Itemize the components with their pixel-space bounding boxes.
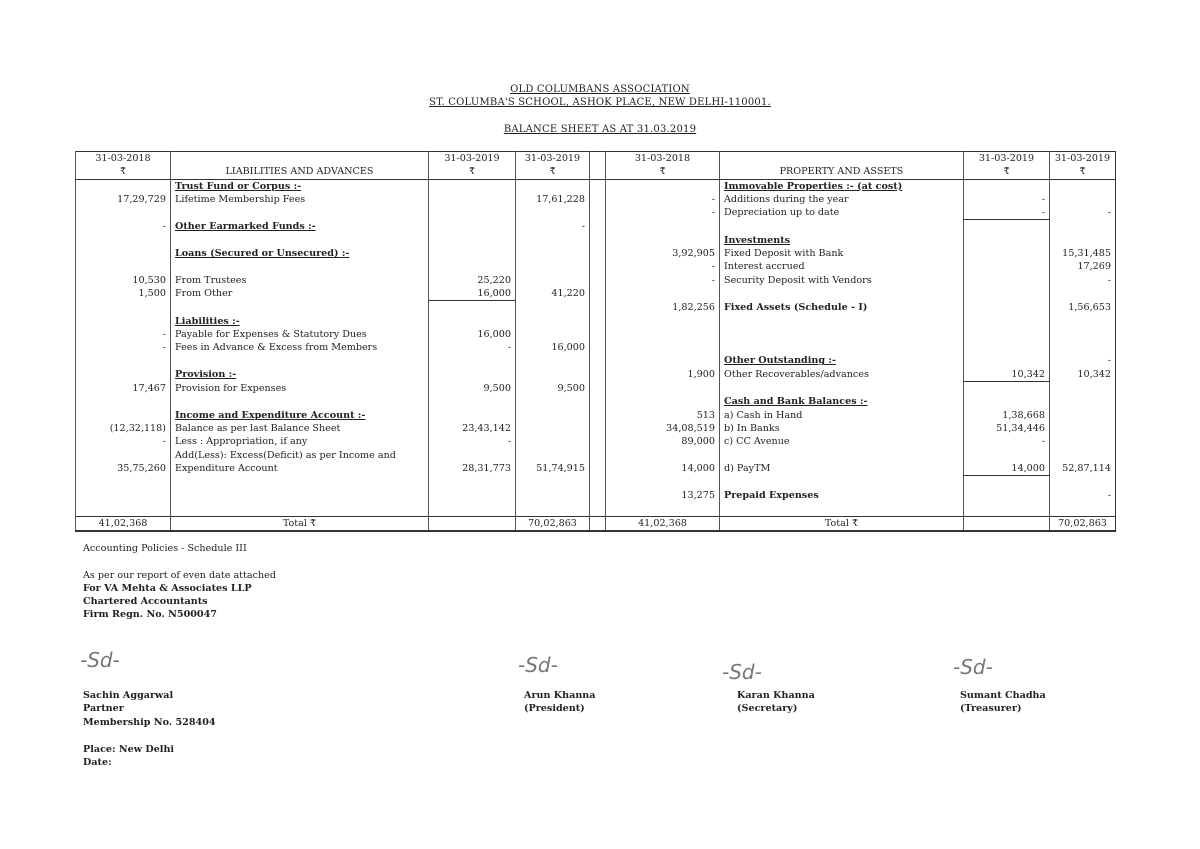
table-row — [76, 179, 1116, 193]
cell-rt: Other Recoverables/advances — [720, 368, 964, 382]
signatory-partner — [83, 689, 216, 729]
cell-lt: Loans (Secured or Unsecured) :- — [171, 247, 429, 260]
spacer-cell — [590, 193, 606, 206]
cell-lt: From Other — [171, 287, 429, 301]
cell-rc: 14,000 — [964, 462, 1050, 476]
cell-lt — [171, 354, 429, 367]
cell-lt — [171, 234, 429, 247]
table-row — [76, 422, 1116, 435]
cell-lt: Trust Fund or Corpus :- — [171, 179, 429, 193]
cell-rt: Fixed Assets (Schedule - I) — [720, 301, 964, 315]
cell-lc: 9,500 — [429, 382, 516, 396]
cell-lc — [429, 489, 516, 502]
table-row — [76, 368, 1116, 382]
cell-ld — [516, 247, 590, 260]
cell-ld — [516, 206, 590, 220]
cell-rp — [606, 395, 720, 408]
cell-ld — [516, 422, 590, 435]
spacer-cell — [590, 315, 606, 328]
cell-lp — [76, 247, 171, 260]
spacer-cell — [590, 476, 606, 490]
cell-rp: 14,000 — [606, 462, 720, 476]
cell-rd — [1050, 422, 1116, 435]
cell-rp: - — [606, 206, 720, 220]
table-row — [76, 193, 1116, 206]
cell-rd: - — [1050, 489, 1116, 502]
cell-ld — [516, 179, 590, 193]
table-row — [76, 206, 1116, 220]
cell-rc: - — [964, 435, 1050, 448]
cell-lp: - — [76, 341, 171, 354]
cell-rc — [964, 503, 1050, 517]
cell-lc — [429, 193, 516, 206]
cell-rd — [1050, 315, 1116, 328]
cell-rt: d) PayTM — [720, 462, 964, 476]
cell-lc — [429, 315, 516, 328]
spacer-cell — [590, 274, 606, 287]
cell-ld — [516, 368, 590, 382]
cell-lt: Income and Expenditure Account :- — [171, 409, 429, 422]
cell-rt — [720, 449, 964, 462]
signatory-name: Arun Khanna — [524, 690, 596, 701]
cell-rt: Additions during the year — [720, 193, 964, 206]
property-heading: PROPERTY AND ASSETS — [720, 165, 964, 179]
cell-lc: 23,43,142 — [429, 422, 516, 435]
cell-lp — [76, 206, 171, 220]
membership-no: Membership No. 528404 — [83, 716, 216, 728]
spacer-cell — [590, 489, 606, 502]
cell-lp — [76, 260, 171, 273]
table-row — [76, 409, 1116, 422]
cell-rt — [720, 503, 964, 517]
col-curr-liab-b: 31-03-2019 — [516, 152, 590, 166]
cell-rt — [720, 476, 964, 490]
table-row — [76, 287, 1116, 301]
cell-rt — [720, 341, 964, 354]
cell-lt: From Trustees — [171, 274, 429, 287]
col-prev-asset: 31-03-2018 — [606, 152, 720, 166]
cell-rp — [606, 179, 720, 193]
cell-lc: - — [429, 341, 516, 354]
cell-lp — [76, 503, 171, 517]
cell-rd — [1050, 179, 1116, 193]
cell-lp: 1,500 — [76, 287, 171, 301]
table-row — [76, 301, 1116, 315]
cell-rt — [720, 382, 964, 396]
firm-name: For VA Mehta & Associates LLP — [83, 583, 252, 594]
spacer-cell — [590, 260, 606, 273]
cell-lp — [76, 368, 171, 382]
cell-rc: 51,34,446 — [964, 422, 1050, 435]
cell-lt: Provision :- — [171, 368, 429, 382]
cell-rc — [964, 341, 1050, 354]
total-prev-asset: 41,02,368 — [606, 517, 720, 532]
spacer-cell — [590, 206, 606, 220]
cell-lt — [171, 503, 429, 517]
cell-rp: - — [606, 260, 720, 273]
report-note: As per our report of even date attached — [83, 570, 276, 581]
cell-rp: 1,82,256 — [606, 301, 720, 315]
spacer-cell — [590, 422, 606, 435]
cell-lt — [171, 476, 429, 490]
cell-rp: - — [606, 274, 720, 287]
total-label-liab: Total ₹ — [171, 517, 429, 532]
table-row — [76, 489, 1116, 502]
cell-rd — [1050, 328, 1116, 341]
cell-ld — [516, 435, 590, 448]
header-row-titles: ₹ LIABILITIES AND ADVANCES ₹ ₹ ₹ PROPERTY AND ASSETS ₹ ₹ — [76, 165, 1116, 179]
table-row — [76, 315, 1116, 328]
table-row — [76, 435, 1116, 448]
cell-rp — [606, 328, 720, 341]
date: Date: — [83, 757, 112, 768]
table-row — [76, 234, 1116, 247]
cell-lp: - — [76, 328, 171, 341]
cell-ld — [516, 409, 590, 422]
cell-lp — [76, 179, 171, 193]
cell-lc — [429, 260, 516, 273]
spacer-cell — [590, 409, 606, 422]
cell-rt — [720, 287, 964, 301]
cell-rp: 3,92,905 — [606, 247, 720, 260]
cell-rp — [606, 315, 720, 328]
cell-rt: a) Cash in Hand — [720, 409, 964, 422]
cell-rt: Prepaid Expenses — [720, 489, 964, 502]
signatory-name: Sachin Aggarwal — [83, 690, 174, 701]
cell-rc — [964, 247, 1050, 260]
cell-ld: 9,500 — [516, 382, 590, 396]
cell-rd — [1050, 287, 1116, 301]
cell-lp — [76, 354, 171, 367]
spacer-cell — [590, 462, 606, 476]
firm-regn: Firm Regn. No. N500047 — [83, 609, 217, 620]
signature-mark: -Sd- — [518, 653, 558, 677]
spacer-cell — [590, 503, 606, 517]
cell-rp — [606, 220, 720, 234]
cell-lc — [429, 368, 516, 382]
table-row — [76, 354, 1116, 367]
cell-lp: (12,32,118) — [76, 422, 171, 435]
cell-lt — [171, 260, 429, 273]
cell-ld: 41,220 — [516, 287, 590, 301]
signatory-name: Karan Khanna — [737, 690, 815, 701]
cell-lp: 17,29,729 — [76, 193, 171, 206]
cell-lc — [429, 301, 516, 315]
col-prev-liab: 31-03-2018 — [76, 152, 171, 166]
cell-rd: - — [1050, 274, 1116, 287]
cell-ld — [516, 354, 590, 367]
col-curr-asset-b: 31-03-2019 — [1050, 152, 1116, 166]
cell-rt: Other Outstanding :- — [720, 354, 964, 367]
cell-ld — [516, 489, 590, 502]
total-prev-liab: 41,02,368 — [76, 517, 171, 532]
cell-rc — [964, 179, 1050, 193]
cell-rt: Interest accrued — [720, 260, 964, 273]
cell-lt: Other Earmarked Funds :- — [171, 220, 429, 234]
cell-rc — [964, 449, 1050, 462]
cell-rt: Investments — [720, 234, 964, 247]
signature-mark: -Sd- — [80, 648, 120, 672]
cell-lc — [429, 476, 516, 490]
cell-rp: 1,900 — [606, 368, 720, 382]
cell-lt: Balance as per last Balance Sheet — [171, 422, 429, 435]
cell-rp: 89,000 — [606, 435, 720, 448]
cell-lp — [76, 234, 171, 247]
cell-rt — [720, 220, 964, 234]
signatory-role: (Secretary) — [737, 703, 798, 715]
cell-rc — [964, 287, 1050, 301]
cell-rp — [606, 341, 720, 354]
table-row — [76, 462, 1116, 476]
table-row — [76, 449, 1116, 462]
cell-lc — [429, 206, 516, 220]
cell-lt: Payable for Expenses & Statutory Dues — [171, 328, 429, 341]
signatory-name: Sumant Chadha — [960, 690, 1046, 701]
cell-rc — [964, 328, 1050, 341]
cell-lc: 16,000 — [429, 328, 516, 341]
cell-rd — [1050, 382, 1116, 396]
cell-rd: 52,87,114 — [1050, 462, 1116, 476]
cell-rp: 13,275 — [606, 489, 720, 502]
cell-rt: Depreciation up to date — [720, 206, 964, 220]
cell-rt: Cash and Bank Balances :- — [720, 395, 964, 408]
cell-rc — [964, 301, 1050, 315]
cell-lt — [171, 489, 429, 502]
header-row-dates — [76, 152, 1116, 166]
cell-rp — [606, 382, 720, 396]
spacer-cell — [590, 247, 606, 260]
cell-lc: 25,220 — [429, 274, 516, 287]
spacer-cell — [590, 301, 606, 315]
cell-lp — [76, 489, 171, 502]
cell-rc: - — [964, 193, 1050, 206]
policies-note: Accounting Policies - Schedule III — [83, 543, 247, 554]
cell-lc — [429, 503, 516, 517]
spacer-cell — [590, 449, 606, 462]
signatory-role: (President) — [524, 703, 585, 715]
cell-lp — [76, 315, 171, 328]
spacer-cell — [590, 435, 606, 448]
spacer-cell — [590, 287, 606, 301]
balance-sheet-table — [75, 151, 1116, 532]
cell-rd — [1050, 449, 1116, 462]
cell-rc — [964, 220, 1050, 234]
cell-lt: Less : Appropriation, if any — [171, 435, 429, 448]
cell-rp — [606, 449, 720, 462]
cell-rd — [1050, 435, 1116, 448]
cell-ld: 51,74,915 — [516, 462, 590, 476]
cell-lp: 10,530 — [76, 274, 171, 287]
cell-lc — [429, 247, 516, 260]
cell-lt: Liabilities :- — [171, 315, 429, 328]
cell-rp — [606, 476, 720, 490]
spacer-cell — [590, 382, 606, 396]
cell-lp — [76, 476, 171, 490]
cell-rd: 15,31,485 — [1050, 247, 1116, 260]
cell-rd — [1050, 234, 1116, 247]
cell-lt — [171, 395, 429, 408]
cell-lp — [76, 301, 171, 315]
spacer-cell — [590, 354, 606, 367]
cell-rd: - — [1050, 354, 1116, 367]
signatory-president — [524, 689, 596, 716]
cell-lc — [429, 220, 516, 234]
cell-lp: 17,467 — [76, 382, 171, 396]
cell-ld — [516, 260, 590, 273]
cell-rd — [1050, 476, 1116, 490]
cell-lt: Provision for Expenses — [171, 382, 429, 396]
cell-ld — [516, 301, 590, 315]
cell-lt: Fees in Advance & Excess from Members — [171, 341, 429, 354]
cell-ld — [516, 476, 590, 490]
cell-rt — [720, 328, 964, 341]
spacer-cell — [590, 220, 606, 234]
spacer-cell — [590, 179, 606, 193]
table-row — [76, 476, 1116, 490]
cell-rd — [1050, 503, 1116, 517]
cell-rt: c) CC Avenue — [720, 435, 964, 448]
total-row — [76, 517, 1116, 532]
cell-lc — [429, 449, 516, 462]
cell-lc: - — [429, 435, 516, 448]
cell-lc: 28,31,773 — [429, 462, 516, 476]
cell-rp — [606, 503, 720, 517]
total-curr-liab: 70,02,863 — [516, 517, 590, 532]
table-row — [76, 503, 1116, 517]
cell-lc — [429, 354, 516, 367]
cell-lc — [429, 409, 516, 422]
cell-rc: 1,38,668 — [964, 409, 1050, 422]
cell-rc: 10,342 — [964, 368, 1050, 382]
signature-mark: -Sd- — [722, 660, 762, 684]
table-row — [76, 220, 1116, 234]
cell-ld — [516, 328, 590, 341]
cell-rp: 513 — [606, 409, 720, 422]
cell-rp — [606, 354, 720, 367]
firm-type: Chartered Accountants — [83, 596, 208, 607]
cell-rc: - — [964, 206, 1050, 220]
cell-lc — [429, 179, 516, 193]
spacer-cell — [590, 328, 606, 341]
table-row — [76, 274, 1116, 287]
cell-rd: 17,269 — [1050, 260, 1116, 273]
total-curr-asset: 70,02,863 — [1050, 517, 1116, 532]
signatory-secretary — [737, 689, 815, 716]
cell-lt: Lifetime Membership Fees — [171, 193, 429, 206]
cell-lt: Expenditure Account — [171, 462, 429, 476]
cell-rd: - — [1050, 206, 1116, 220]
col-curr-asset-a: 31-03-2019 — [964, 152, 1050, 166]
cell-rc — [964, 274, 1050, 287]
cell-rp: - — [606, 193, 720, 206]
cell-rp — [606, 287, 720, 301]
cell-rc — [964, 234, 1050, 247]
cell-ld — [516, 315, 590, 328]
cell-rd — [1050, 341, 1116, 354]
cell-rc — [964, 476, 1050, 490]
cell-ld — [516, 449, 590, 462]
cell-lt: Add(Less): Excess(Deficit) as per Income and — [171, 449, 429, 462]
cell-rc — [964, 489, 1050, 502]
cell-rt: Security Deposit with Vendors — [720, 274, 964, 287]
cell-lc — [429, 395, 516, 408]
cell-rd — [1050, 409, 1116, 422]
col-curr-liab-a: 31-03-2019 — [429, 152, 516, 166]
cell-rd — [1050, 395, 1116, 408]
org-name: OLD COLUMBANS ASSOCIATION — [510, 84, 690, 95]
cell-rd — [1050, 220, 1116, 234]
cell-rt: Fixed Deposit with Bank — [720, 247, 964, 260]
cell-rp — [606, 234, 720, 247]
cell-rc — [964, 315, 1050, 328]
table-row — [76, 382, 1116, 396]
table-row — [76, 260, 1116, 273]
cell-lp — [76, 395, 171, 408]
spacer-cell — [590, 368, 606, 382]
cell-ld: 16,000 — [516, 341, 590, 354]
cell-rp: 34,08,519 — [606, 422, 720, 435]
cell-ld: 17,61,228 — [516, 193, 590, 206]
cell-ld: - — [516, 220, 590, 234]
cell-rt: b) In Banks — [720, 422, 964, 435]
cell-lp: - — [76, 435, 171, 448]
cell-ld — [516, 234, 590, 247]
signature-mark: -Sd- — [953, 655, 993, 679]
org-address: ST. COLUMBA'S SCHOOL, ASHOK PLACE, NEW DELHI-110001. — [429, 97, 771, 108]
cell-rd: 1,56,653 — [1050, 301, 1116, 315]
cell-rc — [964, 382, 1050, 396]
cell-lt — [171, 301, 429, 315]
signatory-treasurer — [960, 689, 1046, 716]
cell-lt — [171, 206, 429, 220]
cell-lc: 16,000 — [429, 287, 516, 301]
table-row — [76, 328, 1116, 341]
cell-rt — [720, 315, 964, 328]
cell-rd — [1050, 193, 1116, 206]
table-row — [76, 247, 1116, 260]
spacer-cell — [590, 341, 606, 354]
cell-lc — [429, 234, 516, 247]
cell-ld — [516, 274, 590, 287]
signatory-role: (Treasurer) — [960, 703, 1022, 715]
cell-lp: 35,75,260 — [76, 462, 171, 476]
sheet-title: BALANCE SHEET AS AT 31.03.2019 — [503, 124, 697, 135]
spacer-cell — [590, 234, 606, 247]
cell-rc — [964, 260, 1050, 273]
cell-ld — [516, 503, 590, 517]
cell-lp — [76, 409, 171, 422]
cell-lp — [76, 449, 171, 462]
cell-lp: - — [76, 220, 171, 234]
cell-rd: 10,342 — [1050, 368, 1116, 382]
cell-ld — [516, 395, 590, 408]
cell-rc — [964, 354, 1050, 367]
spacer-cell — [590, 395, 606, 408]
liabilities-heading: LIABILITIES AND ADVANCES — [171, 165, 429, 179]
cell-rc — [964, 395, 1050, 408]
total-label-asset: Total ₹ — [720, 517, 964, 532]
table-row — [76, 341, 1116, 354]
signatory-role: Partner — [83, 703, 124, 715]
place: Place: New Delhi — [83, 744, 175, 755]
cell-rt: Immovable Properties :- (at cost) — [720, 179, 964, 193]
table-row — [76, 395, 1116, 408]
